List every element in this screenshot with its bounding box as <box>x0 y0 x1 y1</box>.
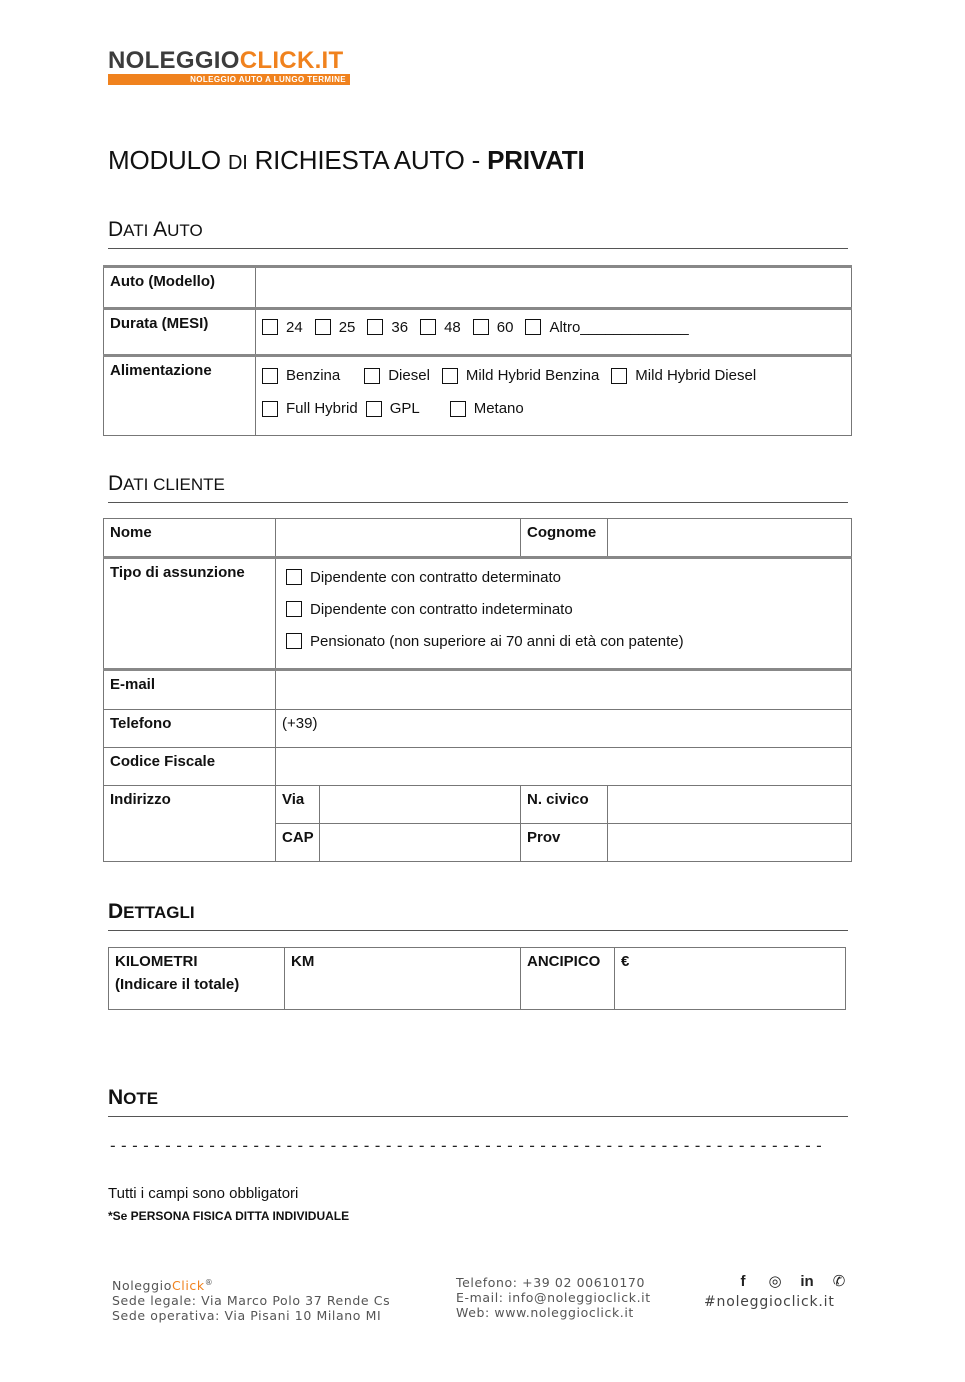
fuel-option-mild-hybrid-benzina[interactable]: Mild Hybrid Benzina <box>442 367 599 384</box>
codice-fiscale-field[interactable] <box>276 748 852 786</box>
dettagli-table <box>108 947 846 1010</box>
checkbox-icon[interactable] <box>611 368 627 384</box>
km-field[interactable]: KM <box>285 948 521 1010</box>
fuel-options <box>256 356 852 436</box>
duration-option-36[interactable]: 36 <box>367 319 408 336</box>
page-title: MODULO DI RICHIESTA AUTO - PRIVATI <box>108 145 585 175</box>
section-heading-dati-auto: DATI AUTO <box>108 218 848 249</box>
checkbox-icon[interactable] <box>286 633 302 649</box>
via-label: Via <box>276 786 320 824</box>
checkbox-icon[interactable] <box>262 319 278 335</box>
indirizzo-label: Indirizzo <box>104 786 276 824</box>
logo-tagline: NOLEGGIO AUTO A LUNGO TERMINE <box>108 74 350 85</box>
auto-model-field[interactable] <box>256 267 852 309</box>
checkbox-icon[interactable] <box>450 401 466 417</box>
duration-option-altro[interactable]: Altro_____________ <box>525 319 688 336</box>
footer-web[interactable]: Web: www.noleggioclick.it <box>456 1305 634 1320</box>
indirizzo-spacer <box>104 824 276 862</box>
note-line-field[interactable]: ----------------------------------------------------------------- <box>108 1136 826 1155</box>
checkbox-icon[interactable] <box>367 319 383 335</box>
cognome-label: Cognome <box>521 519 608 558</box>
duration-option-60[interactable]: 60 <box>473 319 514 336</box>
tipo-option-indeterminato[interactable]: Dipendente con contratto indeterminato <box>286 601 573 618</box>
linkedin-icon[interactable]: in <box>800 1273 814 1290</box>
footer-sede-legale: Sede legale: Via Marco Polo 37 Rende Cs <box>112 1293 391 1309</box>
footer-sede-operativa: Sede operativa: Via Pisani 10 Milano MI <box>112 1308 382 1324</box>
cliente-table <box>103 518 852 862</box>
checkbox-icon[interactable] <box>286 601 302 617</box>
checkbox-icon[interactable] <box>262 368 278 384</box>
auto-table <box>103 265 852 436</box>
anticipo-field[interactable]: € <box>615 948 846 1010</box>
footer-hashtag: #noleggioclick.it <box>704 1294 835 1310</box>
tipo-option-pensionato[interactable]: Pensionato (non superiore ai 70 anni di età con patente) <box>286 633 684 650</box>
nome-field[interactable] <box>276 519 521 558</box>
via-field[interactable] <box>320 786 521 824</box>
checkbox-icon[interactable] <box>364 368 380 384</box>
fuel-option-gpl[interactable]: GPL <box>366 400 420 417</box>
brand-logo <box>108 48 350 85</box>
duration-option-24[interactable]: 24 <box>262 319 303 336</box>
fuel-option-diesel[interactable]: Diesel <box>364 367 430 384</box>
checkbox-icon[interactable] <box>366 401 382 417</box>
checkbox-icon[interactable] <box>525 319 541 335</box>
prov-label: Prov <box>521 824 608 862</box>
anticipo-label: ANCIPICO <box>521 948 615 1010</box>
email-label: E-mail <box>104 670 276 710</box>
auto-model-label: Auto (Modello) <box>104 267 256 309</box>
tipo-assunzione-label: Tipo di assunzione <box>104 558 276 670</box>
checkbox-icon[interactable] <box>442 368 458 384</box>
duration-option-48[interactable]: 48 <box>420 319 461 336</box>
section-heading-dati-cliente: DATI CLIENTE <box>108 472 848 503</box>
duration-label: Durata (MESI) <box>104 309 256 356</box>
fuel-option-mild-hybrid-diesel[interactable]: Mild Hybrid Diesel <box>611 367 756 384</box>
footer-brand: NoleggioClick® <box>112 1278 214 1294</box>
footer-telefono: Telefono: +39 02 00610170 <box>456 1275 646 1290</box>
section-heading-note: NOTE <box>108 1086 848 1117</box>
social-links <box>733 1273 849 1291</box>
facebook-icon[interactable]: f <box>740 1273 746 1290</box>
email-field[interactable] <box>276 670 852 710</box>
civico-label: N. civico <box>521 786 608 824</box>
checkbox-icon[interactable] <box>473 319 489 335</box>
kilometri-label: KILOMETRI (Indicare il totale) <box>109 948 285 1010</box>
civico-field[interactable] <box>608 786 852 824</box>
nome-label: Nome <box>104 519 276 558</box>
duration-options <box>256 309 852 356</box>
logo-wordmark: NOLEGGIOCLICK.IT <box>108 47 344 74</box>
checkbox-icon[interactable] <box>315 319 331 335</box>
telefono-field[interactable]: (+39) <box>276 710 852 748</box>
checkbox-icon[interactable] <box>262 401 278 417</box>
footer-contacts <box>456 1275 651 1320</box>
required-notice: Tutti i campi sono obbligatori <box>108 1185 299 1202</box>
footnote: *Se PERSONA FISICA DITTA INDIVIDUALE <box>108 1209 350 1223</box>
codice-fiscale-label: Codice Fiscale <box>104 748 276 786</box>
checkbox-icon[interactable] <box>286 569 302 585</box>
telefono-label: Telefono <box>104 710 276 748</box>
tipo-assunzione-options <box>276 558 852 670</box>
prov-field[interactable] <box>608 824 852 862</box>
tipo-option-determinato[interactable]: Dipendente con contratto determinato <box>286 569 561 586</box>
section-heading-dettagli: DETTAGLI <box>108 900 848 931</box>
fuel-option-full-hybrid[interactable]: Full Hybrid <box>262 400 358 417</box>
fuel-option-metano[interactable]: Metano <box>450 400 524 417</box>
fuel-label: Alimentazione <box>104 356 256 436</box>
cap-field[interactable] <box>320 824 521 862</box>
footer-address <box>112 1275 390 1323</box>
checkbox-icon[interactable] <box>420 319 436 335</box>
duration-option-25[interactable]: 25 <box>315 319 356 336</box>
instagram-icon[interactable]: ◎ <box>768 1273 782 1290</box>
footer-email[interactable]: E-mail: info@noleggioclick.it <box>456 1290 651 1305</box>
cap-label: CAP <box>276 824 320 862</box>
whatsapp-icon[interactable]: ✆ <box>832 1273 846 1290</box>
fuel-option-benzina[interactable]: Benzina <box>262 367 340 384</box>
cognome-field[interactable] <box>608 519 852 558</box>
